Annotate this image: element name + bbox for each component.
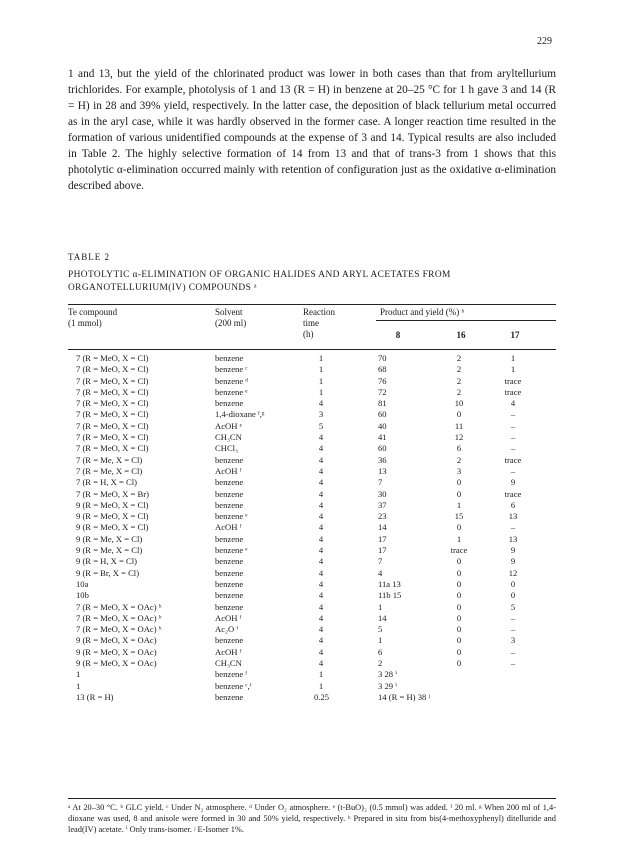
cell-solvent: AcOH ᶠ [215, 612, 242, 623]
cell-yield-8: 7 [378, 556, 383, 567]
cell-yield-17: 1 [510, 353, 516, 363]
table-row [68, 376, 556, 387]
cell-yield-17: 0 [510, 578, 516, 589]
cell-te-compound: 7 (R = MeO, X = Cl) [76, 375, 149, 386]
cell-reaction-time: 1 [318, 364, 324, 375]
cell-solvent: benzene ᶜ [215, 364, 248, 375]
table-row [68, 647, 556, 658]
table-row [68, 477, 556, 488]
cell-solvent: benzene ᵉ [215, 545, 248, 556]
cell-yield-16: 0 [456, 601, 462, 612]
cell-reaction-time: 4 [318, 488, 324, 499]
cell-te-compound: 13 (R = H) [76, 691, 114, 702]
table-row [68, 579, 556, 590]
cell-reaction-time: 4 [318, 590, 324, 601]
cell-te-compound: 1 [76, 669, 81, 680]
cell-te-compound: 9 (R = MeO, X = OAc) [76, 646, 157, 657]
cell-te-compound: 7 (R = MeO, X = OAc) ʰ [76, 624, 162, 635]
cell-te-compound: 9 (R = MeO, X = OAc) [76, 658, 157, 669]
table-row [68, 387, 556, 398]
cell-yield-16: 0 [456, 567, 462, 578]
cell-yield-8: 30 [378, 488, 387, 499]
table-row [68, 421, 556, 432]
cell-solvent: benzene [215, 590, 244, 601]
cell-reaction-time: 4 [318, 443, 324, 454]
cell-reaction-time: 4 [318, 545, 324, 556]
cell-yield-16: 2 [456, 353, 462, 363]
cell-reaction-time: 4 [318, 556, 324, 567]
table-row [68, 353, 556, 364]
cell-yield-16: 12 [454, 432, 464, 443]
cell-te-compound: 7 (R = H, X = Cl) [76, 477, 138, 488]
table-row [68, 613, 556, 624]
table-row [68, 466, 556, 477]
cell-yield-8: 11a 13 [378, 578, 401, 589]
cell-te-compound: 7 (R = MeO, X = Cl) [76, 420, 149, 431]
cell-yield-8: 14 [378, 612, 387, 623]
cell-yield-16: 1 [456, 499, 462, 510]
cell-solvent: Ac₂O ᶠ [215, 624, 239, 635]
table-row [68, 692, 556, 703]
table-row [68, 500, 556, 511]
cell-yield-8: 2 [378, 658, 383, 669]
cell-yield-8: 11b 15 [378, 590, 402, 601]
cell-yield-16: 15 [454, 511, 464, 522]
cell-solvent: benzene [215, 567, 244, 578]
header-solvent: Solvent (200 ml) [215, 307, 247, 328]
cell-solvent: benzene [215, 454, 244, 465]
cell-yield-17: 9 [510, 556, 516, 567]
table-row [68, 432, 556, 443]
cell-yield-8: 36 [378, 454, 387, 465]
cell-yield-17: 13 [508, 511, 518, 522]
table-row [68, 398, 556, 409]
cell-te-compound: 9 (R = MeO, X = Cl) [76, 522, 149, 533]
cell-yield-8: 60 [378, 443, 387, 454]
cell-yield-17: 12 [508, 567, 518, 578]
cell-solvent: AcOH ᵉ [215, 420, 242, 431]
table-row [68, 556, 556, 567]
cell-yield-8: 76 [378, 375, 387, 386]
table-row [68, 489, 556, 500]
page-number: 229 [537, 36, 552, 47]
cell-reaction-time: 4 [318, 522, 324, 533]
cell-solvent: benzene [215, 635, 244, 646]
table-title: PHOTOLYTIC α-ELIMINATION OF ORGANIC HALIDES AND ARYL ACETATES FROM ORGANOTELLURIUM(IV) COMPOUNDS ᵃ [68, 270, 451, 293]
cell-yield-16: 0 [456, 409, 462, 420]
cell-reaction-time: 4 [318, 533, 324, 544]
cell-yield-17: 1 [510, 364, 516, 375]
table-row [68, 635, 556, 646]
cell-te-compound: 9 (R = Br, X = Cl) [76, 567, 140, 578]
product-header-rule [376, 320, 556, 321]
cell-yield-8: 17 [378, 545, 387, 556]
cell-solvent: benzene [215, 499, 244, 510]
cell-reaction-time: 4 [318, 567, 324, 578]
cell-te-compound: 7 (R = MeO, X = Cl) [76, 398, 149, 409]
cell-reaction-time: 0.25 [314, 691, 330, 702]
cell-te-compound: 7 (R = MeO, X = OAc) ʰ [76, 612, 162, 623]
table-row [68, 511, 556, 522]
cell-te-compound: 7 (R = MeO, X = Cl) [76, 364, 149, 375]
cell-solvent: AcOH ᶠ [215, 465, 242, 476]
cell-yield-16: 2 [456, 375, 462, 386]
cell-solvent: CH₃CN [215, 432, 242, 443]
cell-yield-8: 41 [378, 432, 387, 443]
table-row [68, 669, 556, 680]
cell-yield-16: 2 [456, 454, 462, 465]
cell-solvent: 1,4-dioxane ᶠ,ᵍ [215, 409, 265, 420]
table-row [68, 658, 556, 669]
cell-yield-8: 4 [378, 567, 383, 578]
cell-yield-8: 14 (R = H) 38 ʲ [378, 691, 430, 702]
cell-solvent: benzene ᵈ [215, 375, 248, 386]
cell-reaction-time: 1 [318, 353, 324, 363]
cell-reaction-time: 4 [318, 465, 324, 476]
cell-yield-8: 37 [378, 499, 387, 510]
cell-solvent: benzene ᵉ [215, 511, 248, 522]
cell-yield-17: 5 [510, 601, 516, 612]
cell-yield-8: 72 [378, 386, 387, 397]
table-row [68, 545, 556, 556]
cell-te-compound: 9 (R = MeO, X = OAc) [76, 635, 157, 646]
cell-solvent: CH₃CN [215, 658, 242, 669]
cell-reaction-time: 4 [318, 646, 324, 657]
cell-yield-17: 6 [510, 499, 516, 510]
table-row [68, 443, 556, 454]
cell-solvent: benzene [215, 556, 244, 567]
cell-yield-17: – [510, 443, 516, 454]
cell-solvent: benzene [215, 353, 244, 363]
cell-yield-16: 0 [456, 477, 462, 488]
cell-yield-16: 2 [456, 386, 462, 397]
cell-te-compound: 10a [76, 578, 89, 589]
cell-te-compound: 7 (R = MeO, X = Cl) [76, 386, 149, 397]
cell-te-compound: 9 (R = MeO, X = Cl) [76, 499, 149, 510]
cell-yield-8: 68 [378, 364, 387, 375]
cell-solvent: benzene [215, 488, 244, 499]
cell-reaction-time: 4 [318, 499, 324, 510]
cell-yield-16: 0 [456, 556, 462, 567]
cell-yield-17: – [510, 612, 516, 623]
cell-reaction-time: 4 [318, 635, 324, 646]
cell-solvent: benzene ᵉ [215, 386, 248, 397]
cell-yield-16: 0 [456, 578, 462, 589]
cell-yield-8: 3 28 ⁱ [378, 669, 397, 680]
cell-yield-17: trace [504, 375, 522, 386]
cell-te-compound: 1 [76, 680, 81, 691]
cell-te-compound: 7 (R = Me, X = Cl) [76, 465, 143, 476]
cell-reaction-time: 3 [318, 409, 324, 420]
cell-yield-17: trace [504, 386, 522, 397]
cell-yield-8: 81 [378, 398, 387, 409]
cell-yield-17: trace [504, 454, 522, 465]
table-row [68, 602, 556, 613]
cell-yield-17: trace [504, 488, 522, 499]
cell-yield-17: – [510, 465, 516, 476]
cell-reaction-time: 4 [318, 398, 324, 409]
cell-yield-17: 13 [508, 533, 518, 544]
cell-yield-8: 1 [378, 601, 383, 612]
cell-te-compound: 7 (R = MeO, X = Cl) [76, 409, 149, 420]
cell-solvent: benzene [215, 601, 244, 612]
table-body [68, 353, 556, 703]
cell-reaction-time: 1 [318, 669, 324, 680]
table-label: TABLE 2 [68, 252, 111, 262]
cell-yield-17: – [510, 420, 516, 431]
header-product-8: 8 [395, 330, 401, 340]
table-top-rule [68, 304, 556, 305]
cell-te-compound: 7 (R = Me, X = Cl) [76, 454, 143, 465]
table-row [68, 455, 556, 466]
cell-solvent: benzene [215, 578, 244, 589]
cell-yield-16: 0 [456, 590, 462, 601]
cell-yield-16: 0 [456, 658, 462, 669]
cell-yield-8: 1 [378, 635, 383, 646]
cell-yield-8: 13 [378, 465, 387, 476]
header-te-compound: Te compound (1 mmol) [68, 307, 118, 328]
cell-reaction-time: 5 [318, 420, 324, 431]
cell-solvent: benzene [215, 398, 244, 409]
cell-yield-8: 7 [378, 477, 383, 488]
cell-yield-17: – [510, 646, 516, 657]
cell-yield-8: 5 [378, 624, 383, 635]
cell-solvent: benzene [215, 533, 244, 544]
cell-yield-8: 17 [378, 533, 387, 544]
table-row [68, 534, 556, 545]
cell-yield-16: trace [450, 545, 468, 556]
cell-yield-16: 0 [456, 635, 462, 646]
cell-reaction-time: 1 [318, 386, 324, 397]
table-footnotes: ᵃ At 20–30 °C. ᵇ GLC yield. ᶜ Under N₂ atmosphere. ᵈ Under O₂ atmosphere. ᵉ (t-BuO)₂ (0.5 mmol) was added. ᶠ 20 ml. ᵍ When 200 ml of 1,4-dioxane was used, 8 and anisole were formed in 30 and 50% yield, respectively. ʰ Prepared in situ from bis(4-methoxyphenyl) ditelluride and lead(IV) acetate. ⁱ Only trans-isomer. ʲ E-Isomer 1%. [68, 803, 556, 834]
header-product-16: 16 [456, 330, 466, 340]
header-reaction-time: Reaction time (h) [303, 307, 335, 339]
cell-reaction-time: 4 [318, 624, 324, 635]
cell-te-compound: 7 (R = MeO, X = Cl) [76, 353, 149, 363]
table-row [68, 681, 556, 692]
cell-te-compound: 9 (R = H, X = Cl) [76, 556, 138, 567]
cell-solvent: benzene [215, 477, 244, 488]
body-paragraph: 1 and 13, but the yield of the chlorinated product was lower in both cases than that from aryltellurium trichlorides. For example, photolysis of 1 and 13 (R = H) in benzene at 20–25 °C for 1 h gave 3 and 14 (R = H) in 28 and 39% yield, respectively. In the latter case, the deposition of black tellurium metal occurred as in the aryl case, while it was hardly observed in the former case. A longer reaction time resulted in the formation of various unidentified compounds at the expense of 3 and 14. Typical results are also included in Table 2. The highly selective formation of 14 from 13 and that of trans-3 from 1 shows that this photolytic α-elimination occurred mainly with retention of configuration just as the oxidative α-elimination described above. [68, 68, 556, 192]
cell-te-compound: 9 (R = Me, X = Cl) [76, 533, 143, 544]
header-product-17: 17 [510, 330, 520, 340]
cell-yield-8: 14 [378, 522, 387, 533]
cell-reaction-time: 4 [318, 578, 324, 589]
cell-yield-17: – [510, 522, 516, 533]
cell-yield-16: 10 [454, 398, 464, 409]
cell-yield-8: 70 [378, 353, 387, 363]
cell-reaction-time: 4 [318, 601, 324, 612]
cell-yield-16: 3 [456, 465, 462, 476]
cell-yield-16: 0 [456, 522, 462, 533]
cell-te-compound: 7 (R = MeO, X = Cl) [76, 443, 149, 454]
table-row [68, 522, 556, 533]
table-bottom-rule [68, 798, 556, 799]
cell-reaction-time: 4 [318, 454, 324, 465]
cell-yield-16: 1 [456, 533, 462, 544]
cell-reaction-time: 4 [318, 477, 324, 488]
cell-yield-17: – [510, 624, 516, 635]
cell-yield-16: 11 [454, 420, 464, 431]
cell-reaction-time: 4 [318, 511, 324, 522]
table-row [68, 590, 556, 601]
cell-yield-17: 0 [510, 590, 516, 601]
cell-yield-17: – [510, 409, 516, 420]
cell-yield-8: 6 [378, 646, 383, 657]
cell-yield-17: – [510, 432, 516, 443]
cell-te-compound: 9 (R = MeO, X = Cl) [76, 511, 149, 522]
cell-yield-17: – [510, 658, 516, 669]
cell-reaction-time: 4 [318, 658, 324, 669]
header-product-yield: Product and yield (%) ᵇ [380, 307, 465, 317]
cell-yield-17: 9 [510, 477, 516, 488]
cell-solvent: benzene ᶠ [215, 669, 248, 680]
cell-yield-8: 40 [378, 420, 387, 431]
cell-reaction-time: 1 [318, 375, 324, 386]
cell-reaction-time: 4 [318, 432, 324, 443]
cell-solvent: AcOH ᶠ [215, 522, 242, 533]
table-row [68, 409, 556, 420]
cell-yield-16: 0 [456, 488, 462, 499]
cell-yield-17: 3 [510, 635, 516, 646]
cell-yield-8: 23 [378, 511, 387, 522]
cell-te-compound: 7 (R = MeO, X = Cl) [76, 432, 149, 443]
cell-solvent: benzene [215, 691, 244, 702]
cell-te-compound: 9 (R = Me, X = Cl) [76, 545, 143, 556]
cell-reaction-time: 1 [318, 680, 324, 691]
cell-solvent: CHCl₃ [215, 443, 239, 454]
cell-te-compound: 7 (R = MeO, X = OAc) ʰ [76, 601, 162, 612]
cell-solvent: AcOH ᶠ [215, 646, 242, 657]
cell-yield-17: 4 [510, 398, 516, 409]
cell-yield-16: 2 [456, 364, 462, 375]
cell-yield-16: 0 [456, 612, 462, 623]
cell-yield-8: 3 29 ⁱ [378, 680, 397, 691]
table-header-rule [68, 349, 556, 350]
table-row [68, 364, 556, 375]
cell-reaction-time: 4 [318, 612, 324, 623]
cell-te-compound: 7 (R = MeO, X = Br) [76, 488, 149, 499]
cell-yield-16: 6 [456, 443, 462, 454]
cell-yield-8: 60 [378, 409, 387, 420]
cell-yield-16: 0 [456, 624, 462, 635]
cell-yield-16: 0 [456, 646, 462, 657]
cell-yield-17: 9 [510, 545, 516, 556]
cell-te-compound: 10b [76, 590, 89, 601]
cell-solvent: benzene ᶜ,ᶠ [215, 680, 252, 691]
table-row [68, 624, 556, 635]
table-row [68, 568, 556, 579]
